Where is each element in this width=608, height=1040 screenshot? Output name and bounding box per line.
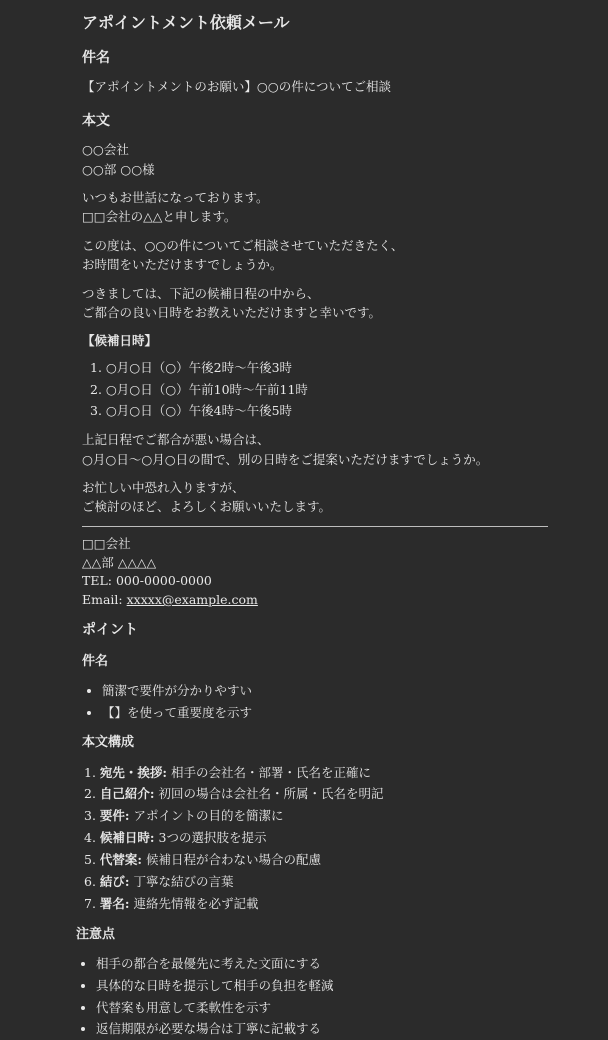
list-item: • 【】を使って重要度を示す <box>102 702 548 724</box>
subject-heading: 件名 <box>82 49 110 66</box>
closing-line-1: お忙しい中恐れ入りますが、 <box>82 480 245 496</box>
page-title: アポイントメント依頼メール <box>82 13 290 32</box>
item-label: 代替案: <box>99 852 143 868</box>
greeting-block <box>82 188 548 227</box>
list-item: 2. 自己紹介: 初回の場合は会社名・所属・氏名を明記 <box>84 786 384 802</box>
request-line-2: ご都合の良い日時をお教えいただけますと幸いです。 <box>82 304 382 320</box>
list-item: 1. 宛先・挨拶: 相手の会社名・部署・氏名を正確に <box>84 764 372 780</box>
signature-email-link[interactable]: xxxxx@example.com <box>126 592 258 608</box>
purpose-line-1: この度は、○○の件についてご相談させていただきたく、 <box>82 237 404 253</box>
candidate-item: 1. ○月○日（○）午後2時〜午後3時 <box>90 359 293 375</box>
item-label: 宛先・挨拶: <box>99 764 168 780</box>
greeting-line-2: □□会社の△△と申します。 <box>82 209 237 225</box>
purpose-line-2: お時間をいただけますでしょうか。 <box>82 257 283 273</box>
recipient-company: ○○会社 <box>82 142 129 158</box>
list-item: • 代替案も用意して柔軟性を示す <box>96 997 548 1019</box>
points-structure-list <box>82 762 548 915</box>
alternative-block <box>82 430 548 469</box>
candidates-list <box>82 357 548 423</box>
signature-tel: TEL: 000-0000-0000 <box>82 573 212 589</box>
item-label: 署名: <box>99 895 130 911</box>
candidate-item: 3. ○月○日（○）午後4時〜午後5時 <box>90 403 293 419</box>
points-subject-heading: 件名 <box>82 653 109 669</box>
item-label: 自己紹介: <box>99 786 155 802</box>
notes-list <box>76 953 548 1040</box>
closing-line-2: ご検討のほど、よろしくお願いいたします。 <box>82 499 332 515</box>
recipient-block <box>82 140 548 179</box>
points-structure-heading: 本文構成 <box>82 735 135 751</box>
list-item: 4. 候補日時: 3つの選択肢を提示 <box>84 830 267 846</box>
body-heading: 本文 <box>82 112 110 129</box>
item-label: 結び: <box>99 873 130 889</box>
list-item: • 相手の都合を最優先に考えた文面にする <box>96 953 548 975</box>
signature-divider <box>82 526 548 527</box>
signature-name: △△部 △△△△ <box>82 554 157 570</box>
greeting-line-1: いつもお世話になっております。 <box>82 190 269 206</box>
candidate-item: 2. ○月○日（○）午前10時〜午前11時 <box>90 381 308 397</box>
signature-company: □□会社 <box>82 535 131 551</box>
recipient-name: ○○部 ○○様 <box>82 161 155 177</box>
points-subject-list <box>82 680 548 724</box>
item-label: 要件: <box>99 808 130 824</box>
closing-block <box>82 478 548 517</box>
list-item: • 具体的な日時を提示して相手の負担を軽減 <box>96 975 548 997</box>
list-item: 3. 要件: アポイントの目的を簡潔に <box>84 808 284 824</box>
alternative-line-1: 上記日程でご都合が悪い場合は、 <box>82 432 270 448</box>
notes-heading: 注意点 <box>76 926 116 942</box>
signature-email-label: Email: <box>82 592 127 608</box>
subject-text: 【アポイントメントのお願い】○○の件についてご相談 <box>82 79 391 95</box>
signature-block <box>82 535 548 610</box>
points-heading: ポイント <box>82 621 138 638</box>
purpose-block <box>82 236 548 275</box>
item-label: 候補日時: <box>99 830 155 846</box>
request-line-1: つきましては、下記の候補日程の中から、 <box>82 285 320 301</box>
alternative-line-2: ○月○日〜○月○日の間で、別の日時をご提案いただけますでしょうか。 <box>82 451 489 467</box>
request-block <box>82 284 548 323</box>
list-item: 6. 結び: 丁寧な結びの言葉 <box>84 873 234 889</box>
candidates-title: 【候補日時】 <box>82 333 158 349</box>
list-item: • 返信期限が必要な場合は丁寧に記載する <box>96 1018 548 1040</box>
list-item: 7. 署名: 連絡先情報を必ず記載 <box>84 895 259 911</box>
notes-section <box>76 925 548 1040</box>
signature-email-row <box>82 591 548 610</box>
list-item: • 簡潔で要件が分かりやすい <box>102 680 548 702</box>
list-item: 5. 代替案: 候補日程が合わない場合の配慮 <box>84 852 322 868</box>
